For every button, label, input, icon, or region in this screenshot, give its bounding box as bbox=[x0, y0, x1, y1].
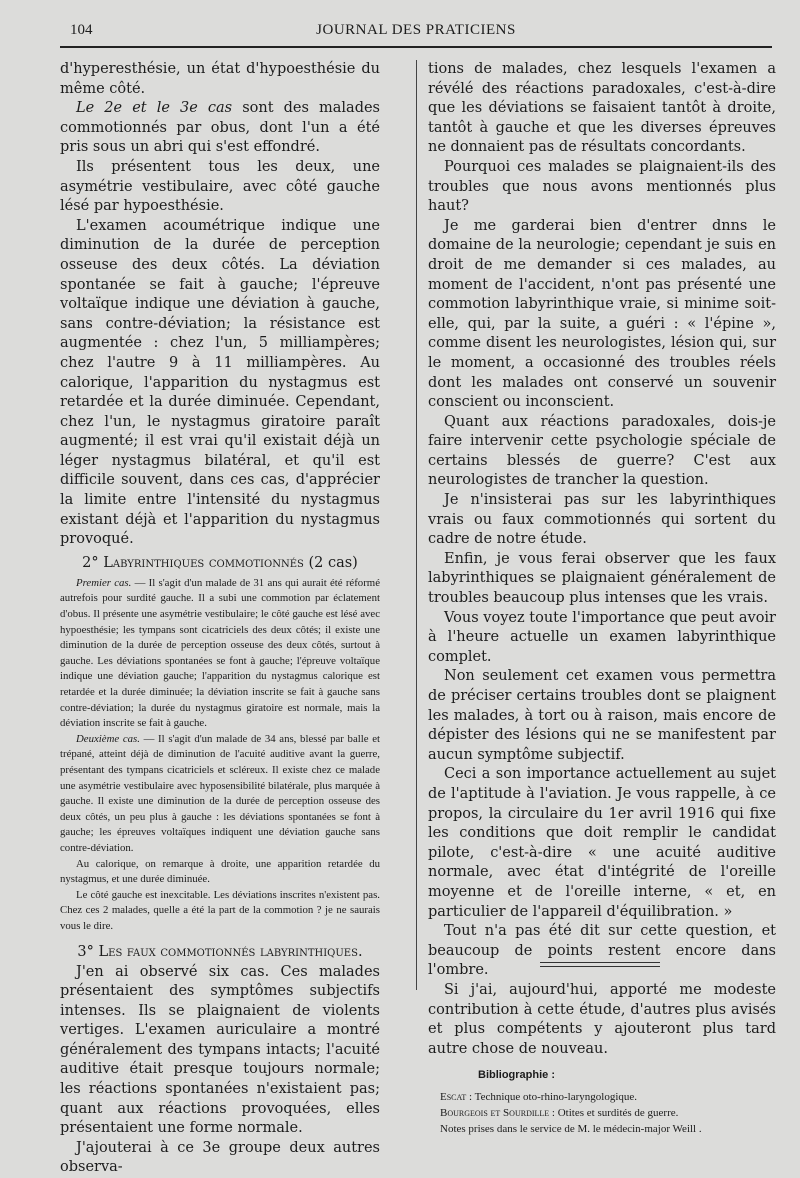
paragraph: Vous voyez toute l'importance que peut avoir à l'heure actuelle un examen labyrinthique complet. bbox=[428, 609, 776, 665]
case-label: Premier cas. bbox=[76, 576, 132, 589]
case-label: Deuxième cas. bbox=[76, 732, 140, 745]
left-column bbox=[60, 60, 380, 1178]
end-rule bbox=[540, 966, 660, 967]
case-paragraph bbox=[60, 732, 380, 857]
section-title: Labyrinthiques commotionnés bbox=[103, 554, 304, 571]
section-title: Les faux commotionnés labyrinthiques. bbox=[98, 943, 363, 960]
case-text: — Il s'agit d'un malade de 31 ans qui aurait été réformé autrefois pour surdité gauche. Il a subi une commotion par éclatement d'obus. Il présente une asymétrie vestibulaire; le côté gauche est lésé avec hypoesthésie; les tympans sont cicatriciels des deux côtés; il existe une diminution de la durée de perception osseuse des deux côtés, surtout à gauche. Les déviations spontanées se font à gauche; l'épreuve voltaïque indique une déviation gauche; l'apparition du nystagmus calorique est retardée et la durée diminuée; la déviation inscrite se fait à gauche sans contre-déviation; la durée du nystagmus giratoire est normale, mais la déviation inscrite se fait à gauche. bbox=[60, 576, 380, 730]
paragraph-text: sont des malades commotionnés par obus, dont l'un a été pris sous un abri qui s'est effondré. bbox=[60, 100, 380, 156]
bibliography-title: Bibliographie : bbox=[478, 1069, 555, 1082]
paragraph: Pourquoi ces malades se plaignaient-ils des troubles que nous avons mentionnés plus haut? bbox=[428, 158, 776, 215]
page-number: 104 bbox=[70, 22, 93, 38]
paragraph: Ils présentent tous les deux, une asymétrie vestibulaire, avec côté gauche lésé par hypoesthésie. bbox=[60, 158, 380, 215]
paragraph: d'hyperesthésie, un état d'hypoesthésie du même côté. bbox=[60, 61, 380, 97]
paragraph: Tout n'a pas été dit sur cette question, et beaucoup de points restent encore dans l'ombre. bbox=[428, 923, 776, 979]
case-paragraph bbox=[60, 576, 380, 732]
section-number: 3° bbox=[77, 943, 94, 960]
bibliography-entry bbox=[440, 1121, 776, 1137]
paragraph: Ceci a son importance actuellement au sujet de l'aptitude à l'aviation. Je vous rappelle, à ce propos, la circulaire du 1er avril 1916 qui fixe les conditions que doit remplir le candidat pilote, c'est-à-dire « une acuité auditive normale, avec état d'intégrité de l'oreille moyenne et de l'oreille interne, « et, en particulier de l'appareil d'équilibration. » bbox=[428, 766, 776, 920]
bibliography-text: : Otites et surdités de guerre. bbox=[549, 1107, 679, 1120]
paragraph: J'en ai observé six cas. Ces malades présentaient des symptômes subjectifs intenses. Ils se plaignaient de violents vertiges. L'examen auriculaire a montré généralement des tympans intacts; l'acuité auditive était presque toujours normale; les réactions spontanées n'existaient pas; quant aux réactions provoquées, elles présentaient une forme normale. bbox=[60, 963, 380, 1137]
paragraph: L'examen acoumétrique indique une diminution de la durée de perception osseuse des deux côtés. La déviation spontanée se fait à gauche; l'épreuve voltaïque indique une déviation à gauche, sans contre-déviation; la résistance est augmentée : chez l'un, 5 milliampères; chez l'autre 9 à 11 milliampères. Au calorique, l'apparition du nystagmus est retardée et la durée diminuée. Cependant, chez l'un, le nystagmus giratoire paraît augmenté; il est vrai qu'il existait déjà un léger nystagmus bilatéral, et qu'il est difficile souvent, dans ces cas, d'apprécier la limite entre l'intensité du nystagmus existant déjà et l'apparition du nystagmus provoqué. bbox=[60, 217, 380, 548]
bibliography-text: Notes prises dans le service de M. le médecin-major Weill . bbox=[440, 1123, 702, 1136]
paragraph: J'ajouterai à ce 3e groupe deux autres observa- bbox=[60, 1139, 380, 1176]
case-paragraph: Au calorique, on remarque à droite, une apparition retardée du nystagmus, et une durée diminuée. bbox=[60, 857, 380, 886]
case-paragraph: Le côté gauche est inexcitable. Les déviations inscrites n'existent pas. Chez ces 2 malades, quelle a été la part de la commotion ? je ne saurais vous le dire. bbox=[60, 888, 380, 932]
journal-title: JOURNAL DES PRATICIENS bbox=[316, 22, 516, 38]
paragraph: Non seulement cet examen vous permettra de préciser certains troubles dont se plaignent les malades, à tort ou à raison, mais encore de dépister des lésions qui ne se manifestent par aucun symptôme subjectif. bbox=[428, 668, 776, 763]
paragraph: Si j'ai, aujourd'hui, apporté me modeste contribution à cette étude, d'autres plus avisés et plus compétents y ajouteront plus tard autre chose de nouveau. bbox=[428, 981, 776, 1057]
paragraph: Je n'insisterai pas sur les labyrinthiques vrais ou faux commotionnés qui sortent du cadre de notre étude. bbox=[428, 492, 776, 548]
right-column bbox=[428, 60, 776, 1137]
section-heading bbox=[60, 552, 380, 574]
cases-label: Le 2e et le 3e cas bbox=[76, 100, 233, 117]
paragraph: Quant aux réactions paradoxales, dois-je faire intervenir cette psychologie spéciale de certains blessés de guerre? C'est aux neurologistes de trancher la question. bbox=[428, 413, 776, 489]
paragraph: Enfin, je vous ferai observer que les faux labyrinthiques se plaignaient généralement de troubles beaucoup plus intenses que les vrais. bbox=[428, 550, 776, 607]
end-rule bbox=[540, 962, 660, 963]
paragraph bbox=[60, 99, 380, 158]
section-number: 2° bbox=[82, 554, 99, 571]
section-count: (2 cas) bbox=[308, 554, 358, 571]
paragraph: tions de malades, chez lesquels l'examen a révélé des réactions paradoxales, c'est-à-dire que les déviations se faisaient tantôt à droite, tantôt à gauche et que les diverses épreuves ne donnaient pas de résultats concordants. bbox=[428, 61, 776, 156]
bibliography-author: Escat bbox=[440, 1091, 467, 1104]
paragraph: Je me garderai bien d'entrer dnns le domaine de la neurologie; cependant je suis en droit de me demander si ces malades, au moment de l'accident, n'ont pas présenté une commotion labyrinthique vraie, si minime soit-elle, qui, par la suite, a guéri : « l'épine », comme disent les neurologistes, lésion qui, sur le moment, a occasionné des troubles réels dont les malades ont conservé un souvenir conscient ou inconscient. bbox=[428, 217, 776, 411]
header-rule bbox=[60, 46, 772, 48]
section-heading bbox=[60, 941, 380, 963]
column-divider bbox=[416, 60, 417, 990]
bibliography-author: Bourgeois et Sourdille bbox=[440, 1107, 550, 1120]
bibliography-entry bbox=[440, 1089, 776, 1105]
page-header bbox=[60, 20, 772, 42]
bibliography-entry bbox=[440, 1105, 776, 1121]
bibliography-text: : Technique oto-rhino-laryngologique. bbox=[466, 1091, 638, 1104]
case-text: — Il s'agit d'un malade de 34 ans, blessé par balle et trépané, atteint déjà de diminution de l'acuité auditive avant la guerre, présentant des tympans cicatriciels et scléreux. Il existe chez ce malade une asymétrie vestibulaire avec hyposensibilité bilatérale, plus marquée à gauche. Il existe une diminution de la durée de perception osseuse des deux côtés, un peu plus à gauche : les déviations spontanées se font à gauche; les épreuves voltaïques indiquent une déviation gauche sans contre-déviation. bbox=[60, 732, 380, 854]
